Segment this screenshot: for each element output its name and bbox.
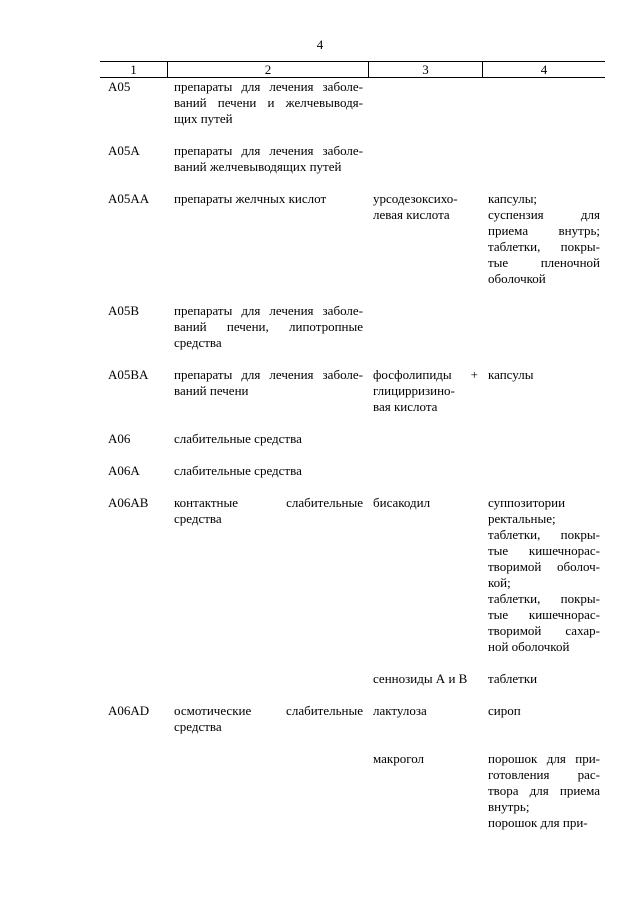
- dosage-form-line: тые кишечнорас-: [488, 543, 600, 558]
- group-name-line: ваний желчевыводящих путей: [174, 159, 342, 174]
- dosage-form-line: оболочкой: [488, 271, 546, 286]
- dosage-form-line: внутрь;: [488, 799, 530, 814]
- group-name: [174, 191, 363, 207]
- dosage-form-line: суппозитории: [488, 495, 566, 510]
- group-name: [174, 431, 363, 447]
- dosage-form-line: приема внутрь;: [488, 223, 600, 238]
- substance-name: [373, 671, 478, 687]
- substance-name-line: урсодезоксихо-: [373, 191, 458, 206]
- substance-name-line: бисакодил: [373, 495, 431, 510]
- dosage-form-line: сироп: [488, 703, 521, 718]
- group-name-line: средства: [174, 335, 222, 350]
- dosage-form: [488, 367, 600, 383]
- group-name-line: препараты для лечения заболе-: [174, 303, 363, 318]
- header-col-4: 4: [540, 62, 548, 77]
- dosage-form-line: творимой сахар-: [488, 623, 600, 638]
- dosage-form-line: порошок для при-: [488, 815, 588, 830]
- atc-code: A06AB: [108, 495, 149, 510]
- substance-name: [373, 495, 478, 511]
- dosage-form-line: капсулы: [488, 367, 534, 382]
- dosage-form: [488, 751, 600, 831]
- group-name-line: препараты для лечения заболе-: [174, 143, 363, 158]
- header-col-3: 3: [422, 62, 429, 77]
- group-name-line: ваний печени: [174, 383, 249, 398]
- dosage-form-line: капсулы;: [488, 191, 538, 206]
- substance-name-line: сеннозиды А и В: [373, 671, 468, 686]
- dosage-form-line: готовления рас-: [488, 767, 600, 782]
- group-name-line: средства: [174, 719, 222, 734]
- page-number: 4: [316, 37, 324, 52]
- dosage-form-line: тые кишечнорас-: [488, 607, 600, 622]
- dosage-form-line: суспензия для: [488, 207, 600, 222]
- dosage-form: [488, 191, 600, 287]
- group-name-line: контактные слабительные: [174, 495, 363, 510]
- dosage-form-line: таблетки, покры-: [488, 527, 600, 542]
- dosage-form: [488, 671, 600, 687]
- dosage-form-line: ректальные;: [488, 511, 556, 526]
- atc-code: A06: [108, 431, 131, 446]
- dosage-form: [488, 495, 600, 655]
- atc-code: A06AD: [108, 703, 150, 718]
- group-name: [174, 703, 363, 735]
- group-name-line: препараты желчных кислот: [174, 191, 327, 206]
- dosage-form: [488, 703, 600, 719]
- header-col-1: 1: [130, 62, 137, 77]
- atc-code: A06A: [108, 463, 140, 478]
- group-name: [174, 367, 363, 399]
- atc-code: A05A: [108, 143, 140, 158]
- group-name: [174, 143, 363, 175]
- substance-name-line: глицирризино-: [373, 383, 455, 398]
- group-name-line: препараты для лечения заболе-: [174, 79, 363, 94]
- group-name-line: слабительные средства: [174, 463, 302, 478]
- dosage-form-line: порошок для при-: [488, 751, 600, 766]
- group-name-line: ваний печени, липотропные: [174, 319, 363, 334]
- atc-code: A05BA: [108, 367, 149, 382]
- table-header: [100, 61, 605, 78]
- group-name-line: средства: [174, 511, 222, 526]
- substance-name-line: фосфолипиды +: [373, 367, 478, 382]
- dosage-form-line: кой;: [488, 575, 511, 590]
- group-name-line: препараты для лечения заболе-: [174, 367, 363, 382]
- dosage-form-line: творимой оболоч-: [488, 559, 600, 574]
- dosage-form-line: таблетки, покры-: [488, 591, 600, 606]
- group-name: [174, 495, 363, 527]
- substance-name-line: левая кислота: [373, 207, 450, 222]
- substance-name-line: макрогол: [373, 751, 425, 766]
- substance-name: [373, 367, 478, 415]
- substance-name: [373, 703, 478, 719]
- dosage-form-line: таблетки, покры-: [488, 239, 600, 254]
- substance-name-line: лактулоза: [373, 703, 427, 718]
- group-name-line: ваний печени и желчевыводя-: [174, 95, 363, 110]
- substance-name: [373, 191, 478, 223]
- group-name-line: щих путей: [174, 111, 233, 126]
- dosage-form-line: тые пленочной: [488, 255, 600, 270]
- dosage-form-line: ной оболочкой: [488, 639, 570, 654]
- group-name-line: слабительные средства: [174, 431, 302, 446]
- group-name: [174, 463, 363, 479]
- group-name: [174, 303, 363, 351]
- dosage-form-line: твора для приема: [488, 783, 600, 798]
- dosage-form-line: таблетки: [488, 671, 538, 686]
- atc-code: A05: [108, 79, 131, 94]
- header-col-2: 2: [264, 62, 272, 77]
- group-name: [174, 79, 363, 127]
- substance-name: [373, 751, 478, 767]
- group-name-line: осмотические слабительные: [174, 703, 363, 718]
- atc-code: A05AA: [108, 191, 150, 206]
- atc-code: A05B: [108, 303, 140, 318]
- substance-name-line: вая кислота: [373, 399, 438, 414]
